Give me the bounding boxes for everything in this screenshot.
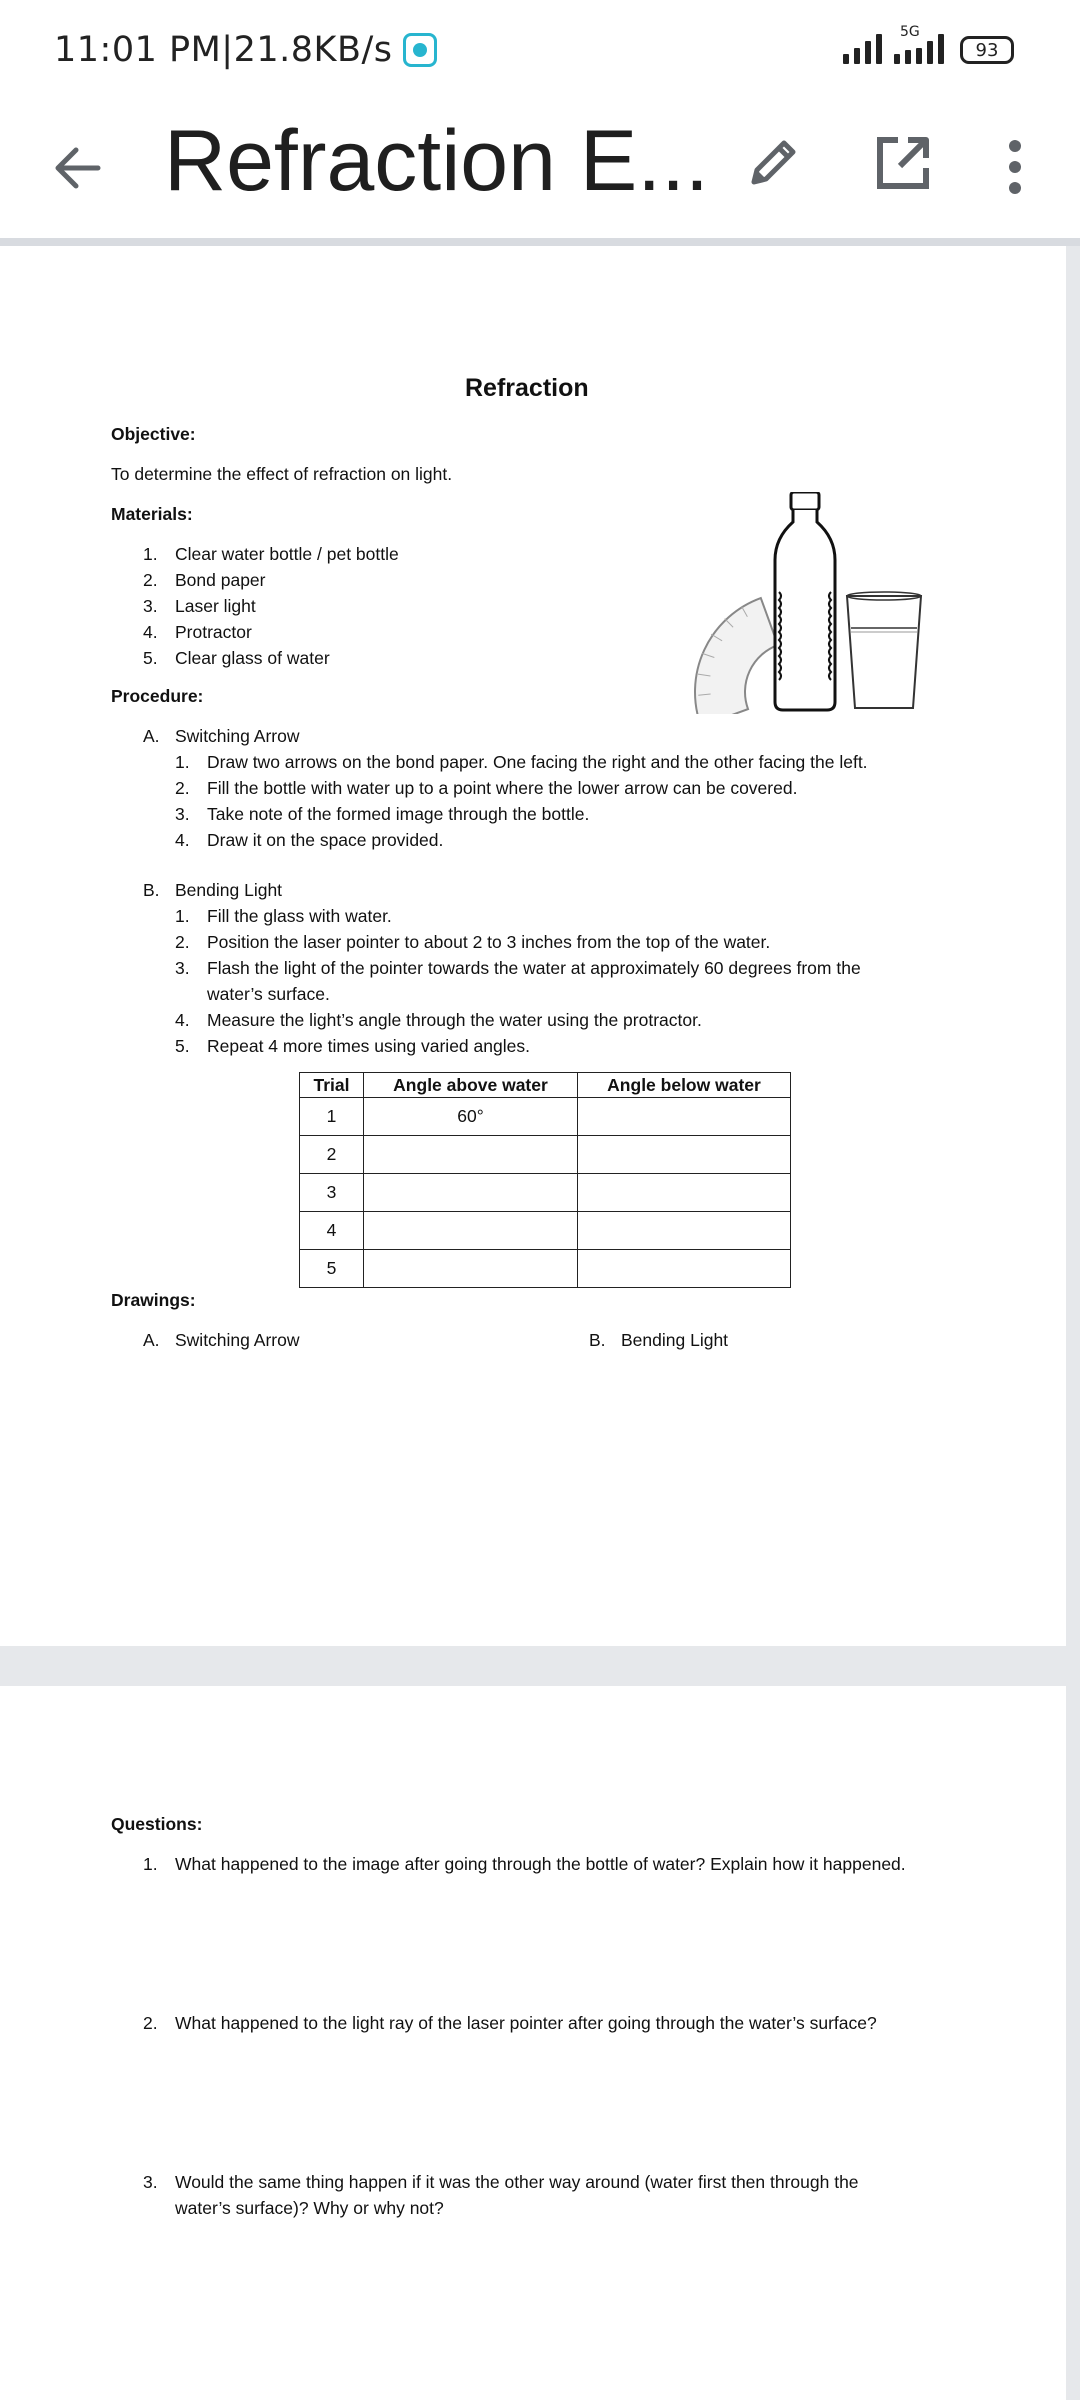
objective-heading: Objective: (111, 424, 196, 444)
table-row (300, 1250, 791, 1288)
list-item: Protractor (175, 622, 252, 642)
procedure-a-title: Switching Arrow (175, 726, 300, 746)
list-item-number: 2. (143, 570, 158, 590)
list-item: Clear water bottle / pet bottle (175, 544, 399, 564)
list-item: Clear glass of water (175, 648, 330, 668)
question-text-continuation: water’s surface)? Why or why not? (175, 2198, 444, 2218)
procedure-b-title: Bending Light (175, 880, 283, 900)
table-row (300, 1212, 791, 1250)
table-cell (578, 1136, 791, 1174)
list-item: Measure the light’s angle through the water using the protractor. (207, 1010, 702, 1030)
drawing-label: Bending Light (621, 1330, 729, 1350)
list-item: Laser light (175, 596, 256, 616)
list-item-number: 3. (175, 958, 190, 978)
list-item-number: 4. (175, 830, 190, 850)
list-item: Draw it on the space provided. (207, 830, 444, 850)
notification-app-icon (403, 33, 437, 67)
procedure-b-letter: B. (143, 880, 160, 900)
question-text: What happened to the light ray of the laser pointer after going through the water’s surface? (175, 2013, 877, 2033)
materials-illustration (675, 492, 935, 714)
drawing-letter: A. (143, 1330, 160, 1350)
procedure-heading: Procedure: (111, 686, 204, 706)
question-text: Would the same thing happen if it was the other way around (water first then through the (175, 2172, 859, 2192)
table-cell: 3 (300, 1174, 364, 1212)
back-arrow-icon[interactable] (46, 136, 110, 200)
table-cell (364, 1174, 578, 1212)
doc-title: Refraction (465, 374, 589, 402)
table-cell (364, 1212, 578, 1250)
table-header: Angle above water (364, 1073, 578, 1098)
list-item-number: 1. (175, 906, 190, 926)
drawings-heading: Drawings: (111, 1290, 196, 1310)
network-type: 5G (900, 24, 920, 40)
question-number: 2. (143, 2013, 158, 2033)
document-title: Refraction E... (164, 113, 709, 209)
pencil-icon[interactable] (740, 130, 806, 196)
document-page-1 (0, 246, 1066, 1646)
list-item: Flash the light of the pointer towards the water at approximately 60 degrees from the (207, 958, 861, 978)
list-item-number: 4. (175, 1010, 190, 1030)
time-and-speed: 11:01 PM|21.8KB/s (54, 30, 393, 70)
question-text: What happened to the image after going through the bottle of water? Explain how it happened. (175, 1854, 906, 1874)
list-item-continuation: water’s surface. (207, 984, 330, 1004)
table-cell: 2 (300, 1136, 364, 1174)
status-right (843, 24, 1014, 64)
table-cell (578, 1098, 791, 1136)
drawing-letter: B. (589, 1330, 606, 1350)
signal-5g-icon (894, 24, 944, 64)
materials-heading: Materials: (111, 504, 193, 524)
table-header-row (300, 1073, 791, 1098)
list-item: Repeat 4 more times using varied angles. (207, 1036, 530, 1056)
question-number: 3. (143, 2172, 158, 2192)
table-cell (578, 1174, 791, 1212)
table-cell: 4 (300, 1212, 364, 1250)
table-cell: 1 (300, 1098, 364, 1136)
list-item-number: 5. (143, 648, 158, 668)
list-item-number: 3. (143, 596, 158, 616)
question-number: 1. (143, 1854, 158, 1874)
list-item: Position the laser pointer to about 2 to 3 inches from the top of the water. (207, 932, 771, 952)
list-item: Take note of the formed image through the bottle. (207, 804, 590, 824)
bottle-icon (775, 492, 835, 710)
list-item-number: 1. (175, 752, 190, 772)
list-item: Bond paper (175, 570, 266, 590)
list-item-number: 5. (175, 1036, 190, 1056)
status-bar (0, 0, 1080, 100)
table-header: Trial (300, 1073, 364, 1098)
more-vert-icon[interactable] (990, 134, 1040, 200)
document-page-2 (0, 1686, 1066, 2400)
table-row (300, 1136, 791, 1174)
table-cell (364, 1136, 578, 1174)
open-external-icon[interactable] (870, 130, 936, 196)
battery-icon (960, 36, 1014, 64)
table-cell (578, 1212, 791, 1250)
battery-level: 93 (975, 39, 999, 61)
list-item-number: 2. (175, 778, 190, 798)
objective-text: To determine the effect of refraction on light. (111, 464, 453, 484)
table-row (300, 1098, 791, 1136)
table-cell: 60° (364, 1098, 578, 1136)
list-item: Fill the glass with water. (207, 906, 392, 926)
list-item: Fill the bottle with water up to a point where the lower arrow can be covered. (207, 778, 798, 798)
table-header: Angle below water (578, 1073, 791, 1098)
drawing-label: Switching Arrow (175, 1330, 300, 1350)
table-row (300, 1174, 791, 1212)
questions-heading: Questions: (111, 1814, 203, 1834)
list-item-number: 1. (143, 544, 158, 564)
list-item-number: 3. (175, 804, 190, 824)
trials-table (299, 1072, 791, 1288)
table-cell (364, 1250, 578, 1288)
table-cell (578, 1250, 791, 1288)
list-item: Draw two arrows on the bond paper. One facing the right and the other facing the left. (207, 752, 868, 772)
app-bar (0, 100, 1080, 246)
signal-icon (843, 28, 882, 64)
list-item-number: 2. (175, 932, 190, 952)
table-cell: 5 (300, 1250, 364, 1288)
status-left (54, 30, 437, 70)
procedure-a-letter: A. (143, 726, 160, 746)
list-item-number: 4. (143, 622, 158, 642)
glass-icon (847, 592, 921, 708)
